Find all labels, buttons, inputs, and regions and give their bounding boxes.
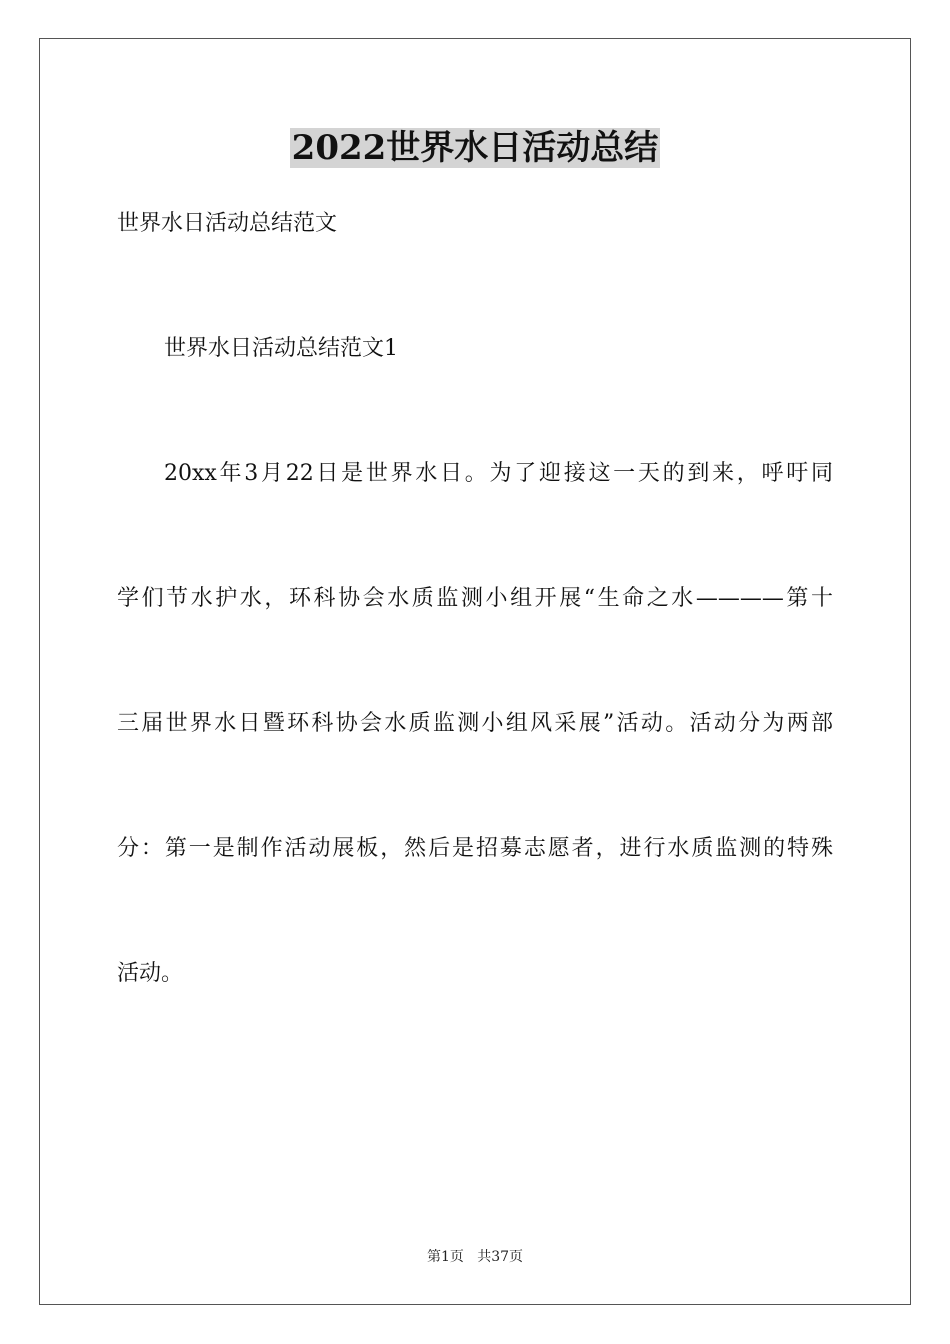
page-footer: 第1页 共37页 — [426, 1249, 524, 1265]
document-subtitle: 世界水日活动总结范文 — [117, 211, 338, 236]
paragraph-line: 分：第一是制作活动展板，然后是招募志愿者，进行水质监测的特殊 — [117, 836, 833, 861]
document-title-text: 2022世界水日活动总结 — [291, 128, 659, 168]
document-title — [0, 126, 950, 170]
paragraph-line: 三届世界水日暨环科协会水质监测小组风采展”活动。活动分为两部 — [117, 711, 833, 736]
paragraph-line: 学们节水护水，环科协会水质监测小组开展“生命之水————第十 — [117, 586, 833, 611]
section-heading: 世界水日活动总结范文1 — [164, 336, 398, 361]
paragraph-line: 活动。 — [117, 961, 184, 986]
paragraph-line: 20xx年3月22日是世界水日。为了迎接这一天的到来，呼吁同 — [164, 461, 833, 486]
